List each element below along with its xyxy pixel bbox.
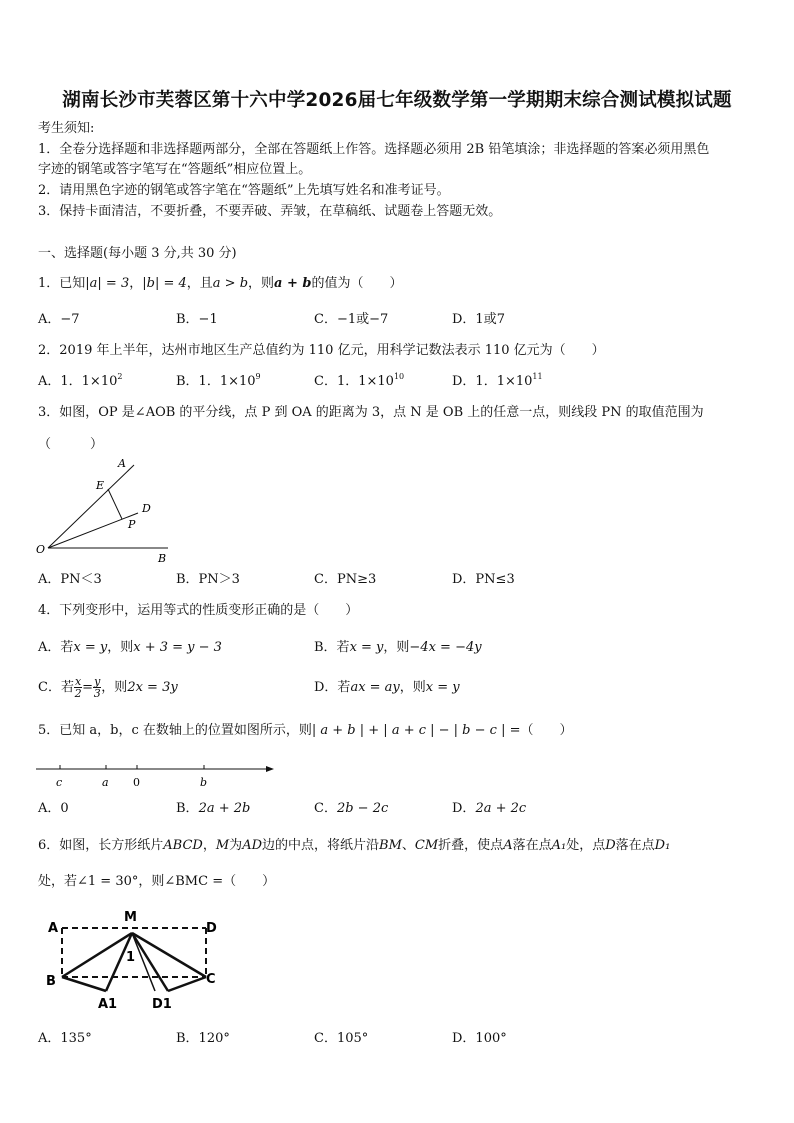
q1-abs-b: |b| = 4 xyxy=(142,276,187,291)
notice-line-1b: 字迹的钢笔或答字笔写在“答题纸”相应位置上。 xyxy=(38,162,312,177)
q6-l1-ad: AD xyxy=(242,838,262,853)
q5-option-d xyxy=(452,800,526,818)
notice-heading: 考生须知: xyxy=(38,121,95,136)
q4-c-n2: y xyxy=(94,675,101,688)
q4-b-mid: ，则 xyxy=(383,640,410,655)
q4-b-m2: −4x = −4y xyxy=(409,640,482,655)
edge-c-d1 xyxy=(168,977,206,991)
q6-l1-A: A xyxy=(503,838,513,853)
q5-stem-pre: 5．已知 a，b，c 在数轴上的位置如图所示，则 xyxy=(38,723,312,738)
ray-oa xyxy=(48,465,134,548)
axis-label-a: a xyxy=(102,776,109,789)
q5-option-b xyxy=(176,800,250,818)
q4-c-pre: C．若 xyxy=(38,680,74,695)
q6-l1-A1: A₁ xyxy=(551,838,567,853)
q1-sep3: ，则 xyxy=(248,276,275,291)
q3-option-c: C．PN≥3 xyxy=(314,572,377,587)
label-D: D xyxy=(142,502,151,515)
q6-l1-b: ， xyxy=(202,838,216,853)
q6-l1-e: 、 xyxy=(401,838,415,853)
q2-option-a xyxy=(38,373,122,391)
angle-bisector-figure xyxy=(30,455,180,570)
q2-option-b xyxy=(176,373,261,391)
label-B: B xyxy=(158,552,167,565)
q6-l1-D: D xyxy=(605,838,616,853)
question-6-stem-line1 xyxy=(38,837,670,855)
q5-d-pre: D． xyxy=(452,801,476,816)
q6-l1-f: 折叠，使点 xyxy=(438,838,504,853)
axis-label-c: c xyxy=(56,776,63,789)
q4-a-pre: A．若 xyxy=(38,640,74,655)
q1-sep1: ， xyxy=(129,276,143,291)
notice-line-2: 2．请用黑色字迹的钢笔或答字笔在“答题纸”上先填写姓名和准考证号。 xyxy=(38,183,450,198)
fold-cm xyxy=(132,933,206,977)
q6-l1-D1: D₁ xyxy=(654,838,671,853)
q4-b-m1: x = y xyxy=(349,640,384,655)
q1-cond: a > b xyxy=(212,276,249,291)
folded-rectangle-figure xyxy=(40,905,230,1015)
label-D1: D1 xyxy=(152,997,172,1012)
q5-stem-post: （ ） xyxy=(520,723,573,738)
q1-option-b: B．−1 xyxy=(176,312,218,327)
number-line-figure xyxy=(36,760,276,792)
q6-l1-i: 落在点 xyxy=(615,838,655,853)
q4-a-mid: ，则 xyxy=(107,640,134,655)
label-B: B xyxy=(46,974,56,989)
q1-option-d: D．1或7 xyxy=(452,312,505,327)
q4-a-m1: x = y xyxy=(73,640,108,655)
q5-b-m: 2a + 2b xyxy=(198,801,251,816)
question-2-stem: 2．2019 年上半年，达州市地区生产总值约为 110 亿元，用科学记数法表示 110 亿元为（ ） xyxy=(38,343,605,358)
q6-l1-c: 为 xyxy=(229,838,243,853)
q6-option-a: A．135° xyxy=(38,1031,92,1046)
q6-option-d: D．100° xyxy=(452,1031,507,1046)
q6-l1-abcd: ABCD xyxy=(163,838,203,853)
q4-c-d2: 3 xyxy=(93,687,101,700)
q2-option-c xyxy=(314,373,404,391)
q2-d-exp: 11 xyxy=(532,372,543,381)
q2-a-base: A．1．1×10 xyxy=(38,374,118,389)
q6-l1-d: 边的中点，将纸片沿 xyxy=(262,838,380,853)
q4-c-m2: 2x = 3y xyxy=(127,680,178,695)
q2-b-base: B．1．1×10 xyxy=(176,374,256,389)
label-A: A xyxy=(48,921,59,936)
q4-d-m2: x = y xyxy=(425,680,460,695)
q2-c-base: C．1．1×10 xyxy=(314,374,394,389)
q6-option-c: C．105° xyxy=(314,1031,369,1046)
q5-expr: | a + b | + | a + c | − | b − c | = xyxy=(311,723,521,738)
q5-b-pre: B． xyxy=(176,801,199,816)
q1-suffix: 的值为（ ） xyxy=(311,276,403,291)
q6-l1-m: M xyxy=(215,838,230,853)
q4-c-frac1 xyxy=(74,676,82,699)
edge-b-a1 xyxy=(62,977,106,991)
q1-sep2: ，且 xyxy=(186,276,213,291)
label-C: C xyxy=(206,972,216,987)
question-1-stem xyxy=(38,275,403,293)
q4-b-pre: B．若 xyxy=(314,640,350,655)
q6-l1-g: 落在点 xyxy=(512,838,552,853)
q6-l1-a: 6．如图，长方形纸片 xyxy=(38,838,164,853)
label-A1: A1 xyxy=(98,997,118,1012)
q4-a-m2: x + 3 = y − 3 xyxy=(133,640,222,655)
label-A: A xyxy=(118,457,126,470)
q1-option-a: A．−7 xyxy=(38,312,80,327)
q3-option-d: D．PN≤3 xyxy=(452,572,515,587)
q4-option-c xyxy=(38,673,178,703)
q1-expr: a + b xyxy=(274,276,312,291)
q4-option-a xyxy=(38,639,222,657)
q6-l1-bm: BM xyxy=(379,838,402,853)
q5-c-m: 2b − 2c xyxy=(336,801,389,816)
q3-option-a: A．PN＜3 xyxy=(38,572,102,587)
section-heading: 一、选择题(每小题 3 分,共 30 分) xyxy=(38,246,237,261)
label-P: P xyxy=(128,518,136,531)
edge-d1-m xyxy=(132,933,168,991)
notice-line-1: 1．全卷分选择题和非选择题两部分，全部在答题纸上作答。选择题必须用 2B 铅笔填涂；非选择题的答案必须用黑色 xyxy=(38,142,710,157)
q4-d-pre: D．若 xyxy=(314,680,351,695)
q6-l1-h: 处，点 xyxy=(566,838,606,853)
q4-c-mid: ，则 xyxy=(101,680,128,695)
q2-c-exp: 10 xyxy=(393,372,405,381)
q1-option-c: C．−1或−7 xyxy=(314,312,389,327)
q4-d-mid: ，则 xyxy=(399,680,426,695)
q2-option-d xyxy=(452,373,543,391)
q3-paren: （ ） xyxy=(38,437,104,452)
q5-d-m: 2a + 2c xyxy=(475,801,527,816)
notice-line-3: 3．保持卡面清洁，不要折叠，不要弄破、弄皱，在草稿纸、试题卷上答题无效。 xyxy=(38,204,502,219)
label-E: E xyxy=(96,479,105,492)
q5-option-a: A．0 xyxy=(38,801,69,816)
page-title: 湖南长沙市芙蓉区第十六中学2026届七年级数学第一学期期末综合测试模拟试题 xyxy=(62,90,732,111)
q5-c-pre: C． xyxy=(314,801,337,816)
label-D: D xyxy=(206,921,217,936)
arrow-right-icon xyxy=(266,766,274,772)
question-5-stem xyxy=(38,722,573,740)
q2-a-exp: 2 xyxy=(117,372,123,381)
q4-option-d xyxy=(314,679,460,697)
q4-d-m1: ax = ay xyxy=(350,680,400,695)
q1-abs-a: |a| = 3 xyxy=(85,276,130,291)
segment-pe xyxy=(108,489,122,519)
q4-option-b xyxy=(314,639,482,657)
q4-c-eq: = xyxy=(82,680,94,695)
question-3-stem: 3．如图，OP 是∠AOB 的平分线，点 P 到 OA 的距离为 3，点 N 是 OB 上的任意一点，则线段 PN 的取值范围为 xyxy=(38,405,704,420)
q3-option-b: B．PN＞3 xyxy=(176,572,240,587)
inner-line xyxy=(132,933,155,991)
label-O: O xyxy=(36,543,46,556)
q4-c-n1: x xyxy=(74,675,82,688)
q1-prefix: 1．已知 xyxy=(38,276,86,291)
q4-c-d1: 2 xyxy=(74,687,82,700)
ray-od xyxy=(48,513,138,548)
axis-label-zero: 0 xyxy=(133,776,140,789)
label-angle-1: 1 xyxy=(126,950,136,965)
q6-l1-cm: CM xyxy=(414,838,439,853)
q2-d-base: D．1．1×10 xyxy=(452,374,533,389)
label-M: M xyxy=(124,910,137,925)
q6-option-b: B．120° xyxy=(176,1031,230,1046)
q5-option-c xyxy=(314,800,388,818)
q2-b-exp: 9 xyxy=(255,372,261,381)
question-4-stem: 4．下列变形中，运用等式的性质变形正确的是（ ） xyxy=(38,603,359,618)
question-6-stem-line2: 处，若∠1 = 30°，则∠BMC =（ ） xyxy=(38,874,276,889)
axis-label-b: b xyxy=(200,776,208,789)
